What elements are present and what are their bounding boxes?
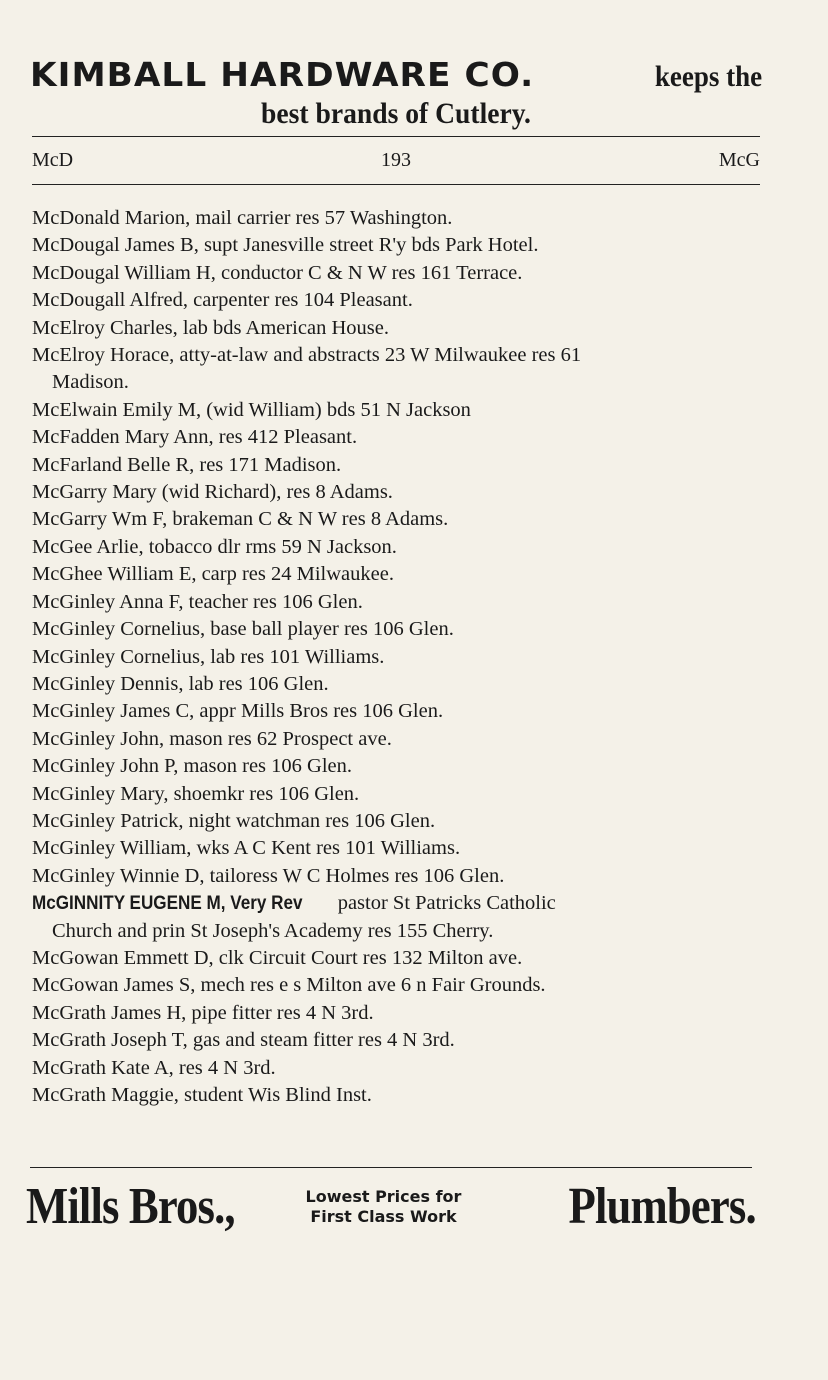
entry-text: McElwain Emily M, (wid William) bds 51 N Jackson — [32, 398, 471, 421]
ad-brand-name: KIMBALL HARDWARE CO. — [30, 55, 535, 94]
directory-entry — [32, 506, 758, 533]
ad-plumbers: Plumbers. — [568, 1178, 756, 1235]
entry-text: McDougal William H, conductor C & N W res 161 Terrace. — [32, 261, 523, 284]
top-advertisement — [30, 52, 762, 132]
entry-text: McElroy Charles, lab bds American House. — [32, 316, 389, 339]
bottom-advertisement — [26, 1172, 756, 1242]
entry-text: McGinley James C, appr Mills Bros res 106 Glen. — [32, 700, 444, 723]
directory-entry — [32, 945, 758, 972]
entry-text: McGowan Emmett D, clk Circuit Court res 132 Milton ave. — [32, 946, 523, 969]
directory-entry — [32, 835, 758, 862]
footer-rule — [30, 1167, 752, 1168]
entry-text: McGrath Joseph T, gas and steam fitter res 4 N 3rd. — [32, 1029, 455, 1052]
entry-text: McGarry Mary (wid Richard), res 8 Adams. — [32, 481, 393, 504]
entry-text: McFarland Belle R, res 171 Madison. — [32, 453, 342, 476]
directory-entry — [32, 205, 758, 232]
entry-text: McGinley Dennis, lab res 106 Glen. — [32, 672, 329, 695]
entry-text: pastor St Patricks Catholic — [332, 892, 556, 915]
entry-text: McGinley William, wks A C Kent res 101 Williams. — [32, 837, 461, 860]
directory-entry — [32, 534, 758, 561]
running-head-left: McD — [32, 148, 74, 171]
directory-entry — [32, 726, 758, 753]
page-number: 193 — [381, 148, 411, 171]
directory-entry — [32, 1027, 758, 1054]
directory-entry — [32, 315, 758, 342]
directory-entry — [32, 671, 758, 698]
entry-text: McGrath James H, pipe fitter res 4 N 3rd. — [32, 1001, 374, 1024]
entry-text: McGinley Cornelius, base ball player res 106 Glen. — [32, 618, 454, 641]
directory-entry — [32, 972, 758, 999]
directory-entry — [32, 863, 758, 890]
entry-text: McDonald Marion, mail carrier res 57 Washington. — [32, 207, 453, 229]
directory-entries — [32, 205, 758, 1109]
entry-text: McElroy Horace, atty-at-law and abstracts 23 W Milwaukee res 61 — [32, 344, 582, 367]
entry-text: McGinley Anna F, teacher res 106 Glen. — [32, 590, 363, 613]
entry-text: McFadden Mary Ann, res 412 Pleasant. — [32, 426, 358, 449]
directory-entry — [32, 424, 758, 451]
entry-continuation: Madison. — [52, 371, 129, 394]
directory-entry — [32, 781, 758, 808]
directory-entry — [32, 644, 758, 671]
entry-text: McGinley Winnie D, tailoress W C Holmes res 106 Glen. — [32, 864, 505, 887]
entry-text: McDougall Alfred, carpenter res 104 Pleasant. — [32, 289, 413, 312]
directory-entry — [32, 589, 758, 616]
header-rule-top — [32, 136, 760, 137]
entry-text: McGhee William E, carp res 24 Milwaukee. — [32, 563, 394, 586]
directory-entry — [32, 808, 758, 835]
directory-entry — [32, 452, 758, 479]
entry-text: McGrath Maggie, student Wis Blind Inst. — [32, 1084, 372, 1106]
entry-text: McGinley Patrick, night watchman res 106 Glen. — [32, 809, 436, 832]
directory-entry — [32, 1055, 758, 1082]
entry-text: McGee Arlie, tobacco dlr rms 59 N Jackson. — [32, 535, 397, 558]
running-head-right: McG — [718, 148, 760, 171]
top-ad-line1 — [30, 52, 762, 100]
directory-entry — [32, 342, 758, 397]
directory-entry — [32, 890, 758, 945]
directory-entry — [32, 753, 758, 780]
ad-tag-line1: Lowest Prices for — [305, 1187, 462, 1206]
directory-entry — [32, 1000, 758, 1027]
directory-entry — [32, 479, 758, 506]
entry-bold-name: McGINNITY EUGENE M, Very Rev — [32, 893, 303, 915]
directory-entry — [32, 1082, 758, 1109]
entry-text: McDougal James B, supt Janesville street R'y bds Park Hotel. — [32, 234, 539, 257]
entry-text: McGinley John, mason res 62 Prospect ave. — [32, 727, 392, 750]
ad-tagline-line2: best brands of Cutlery. — [261, 97, 531, 130]
ad-tagline-tail: keeps the — [654, 60, 762, 93]
entry-continuation: Church and prin St Joseph's Academy res 155 Cherry. — [52, 919, 494, 942]
directory-entry — [32, 698, 758, 725]
entry-text: McGinley Cornelius, lab res 101 Williams. — [32, 645, 385, 668]
ad-tag-line2: First Class Work — [310, 1207, 457, 1226]
entry-text: McGowan James S, mech res e s Milton ave 6 n Fair Grounds. — [32, 974, 546, 997]
directory-entry — [32, 287, 758, 314]
ad-price-tagline — [306, 1187, 462, 1227]
directory-entry — [32, 260, 758, 287]
entry-text: McGinley Mary, shoemkr res 106 Glen. — [32, 782, 360, 805]
entry-text: McGinley John P, mason res 106 Glen. — [32, 755, 353, 778]
ad-mills-bros: Mills Bros., — [26, 1178, 235, 1235]
directory-entry — [32, 561, 758, 588]
entry-text: McGarry Wm F, brakeman C & N W res 8 Adams. — [32, 508, 449, 531]
directory-entry — [32, 616, 758, 643]
running-head — [32, 146, 760, 174]
header-rule-bottom — [32, 184, 760, 185]
directory-entry — [32, 397, 758, 424]
directory-entry — [32, 232, 758, 259]
entry-text: McGrath Kate A, res 4 N 3rd. — [32, 1056, 276, 1079]
